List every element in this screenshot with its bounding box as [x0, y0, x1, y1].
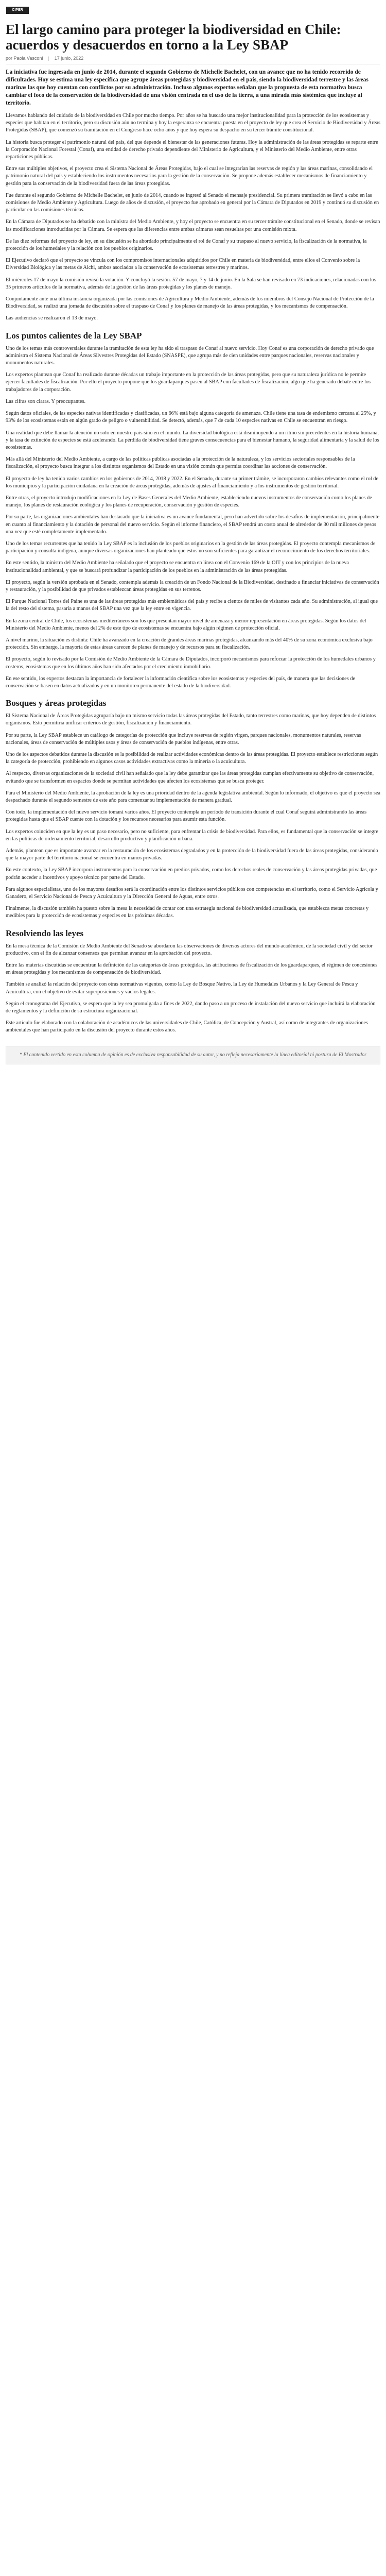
body-paragraph: Uno de los temas más controversiales durante la tramitación de esta ley ha sido el traspaso de Conaf al nuevo servicio. Hoy Conaf es una corporación de derecho privado que administra el Sistema Nacional de Áreas Silvestres Protegidas del Estado (SNASPE), que agrupa más de cien unidades entre parques nacionales, reservas nacionales y monumentos naturales. — [6, 345, 374, 366]
body-paragraph: El proyecto, según la versión aprobada en el Senado, contempla además la creación de un Fondo Nacional de la Biodiversidad, destinado a financiar iniciativas de conservación y restauración, y la posibilidad de que privados establezcan áreas protegidas en sus terrenos. — [6, 579, 379, 592]
body-paragraph: Uno de los temas recurrentes que ha tenido la Ley SBAP es la inclusión de los pueblos originarios en la gestión de las áreas protegidas. El proyecto contempla mecanismos de participación y consulta indígena, aunque diversas organizaciones han planteado que estos no son suficientes para garantizar el reconocimiento de los derechos territoriales. — [6, 540, 376, 554]
body-paragraph: Según el cronograma del Ejecutivo, se espera que la ley sea promulgada a fines de 2022, dando paso a un proceso de instalación del nuevo servicio que incluirá la elaboración de reglamentos y la definición de su estructura organizacional. — [6, 1001, 376, 1014]
body-paragraph: Entre las materias discutidas se encuentran la definición de las categorías de áreas protegidas, las atribuciones de fiscalización de los guardaparques, el régimen de concesiones en áreas protegidas y los mecanismos de compensación de biodiversidad. — [6, 962, 378, 976]
body-paragraph: El miércoles 17 de mayo la comisión revisó la votación. Y concluyó la sesión. 57 de mayo, 7 y 14 de junio. En la Sala se han revisado en 73 indicaciones, relacionadas con los 35 primeros artículos de la normativa, además de la gestión de las áreas protegidas y los planes de manejo. — [6, 277, 376, 290]
body-paragraph: Más allá del Ministerio del Medio Ambiente, a cargo de las políticas públicas asociadas a la protección de la naturaleza, y los servicios sectoriales responsables de la fiscalización, el proyecto busca integrar a los distintos organismos del Estado en una visión común que permita coordinar las acciones de conservación. — [6, 456, 355, 470]
page — [0, 0, 386, 1085]
meta-separator: | — [48, 56, 49, 61]
body-paragraph: Además, plantean que es importante avanzar en la restauración de los ecosistemas degradados y en la protección de la biodiversidad fuera de las áreas protegidas, considerando que la mayor parte del territorio nacional se encuentra en manos privadas. — [6, 848, 378, 861]
body-paragraph: Según datos oficiales, de las especies nativas identificadas y clasificadas, un 66% está bajo alguna categoría de amenaza. Chile tiene una tasa de endemismo cercana al 25%, y 93% de los ecosistemas están en algún grado de peligro o vulnerabilidad. Se detectó, además, que 7 de cada 10 especies nativas en Chile se encuentran en riesgo. — [6, 411, 376, 424]
body-paragraph: En la zona central de Chile, los ecosistemas mediterráneos son los que presentan mayor nivel de amenaza y menor representación en áreas protegidas. Según los datos del Ministerio del Medio Ambiente, menos del 2% de este tipo de ecosistemas se encuentra bajo algún régimen de protección oficial. — [6, 618, 366, 631]
site-header — [0, 0, 386, 21]
body-paragraph: En este sentido, la ministra del Medio Ambiente ha señalado que el proyecto se encuentra en línea con el Convenio 169 de la OIT y con los principios de la nueva institucionalidad ambiental, y que se buscará profundizar la participación de los pueblos en la administración de las áreas protegidas. — [6, 560, 349, 573]
body-paragraph: El proyecto, según lo revisado por la Comisión de Medio Ambiente de la Cámara de Diputados, incorporó mecanismos para reforzar la protección de los humedales urbanos y costeros, ecosistemas que en los últimos años han sido afectados por el crecimiento inmobiliario. — [6, 656, 376, 670]
body-paragraph: Uno de los aspectos debatidos durante la discusión es la posibilidad de realizar actividades económicas dentro de las áreas protegidas. El proyecto establece restricciones según la categoría de protección, prohibiendo en algunos casos actividades extractivas como la minería o la acuicultura. — [6, 752, 378, 765]
site-logo[interactable]: CIPER — [6, 7, 29, 14]
body-paragraph: Los expertos plantean que Conaf ha realizado durante décadas un trabajo importante en la protección de las áreas protegidas, pero que su naturaleza jurídica no le permite ejercer facultades de fiscalización. Por ello el proyecto propone que los guardaparques pasen al SBAP con facultades de fiscalización, algo que ha generado debate entre los trabajadores de la corporación. — [6, 372, 371, 393]
body-paragraph: Llevamos hablando del cuidado de la biodiversidad en Chile por mucho tiempo. Por años se ha buscado una mejor institucionalidad para la protección de los ecosistemas y especies que habitan en el territorio, pero su discusión aún no termina y hoy la esperanza se encuentra puesta en el proyecto de ley que crea el Servicio de Biodiversidad y Áreas Protegidas (SBAP), que comenzó su tramitación en el Congreso hace ocho años y que hoy espera su despacho en su tercer trámite constitucional. — [6, 113, 380, 133]
article-title: El largo camino para proteger la biodiversidad en Chile: acuerdos y desacuerdos en torno a la Ley SBAP — [6, 22, 341, 53]
disclaimer-text: * El contenido vertido en esta columna de opinión es de exclusiva responsabilidad de su autor, y no refleja necesariamente la línea editorial ni postura de El Mostrador — [19, 1052, 367, 1058]
body-paragraph: Para algunos especialistas, uno de los mayores desafíos será la coordinación entre los distintos servicios públicos con competencias en el territorio, como el Servicio Agrícola y Ganadero, el Servicio Nacional de Pesca y Acuicultura y la Dirección General de Aguas, entre otros. — [6, 886, 378, 900]
body-paragraph: En este contexto, la Ley SBAP incorpora instrumentos para la conservación en predios privados, como los derechos reales de conservación y las áreas protegidas privadas, que podrán acceder a incentivos y apoyo técnico por parte del Estado. — [6, 867, 377, 880]
body-paragraph: La historia busca proteger el patrimonio natural del país, del que depende el bienestar de las generaciones futuras. Hoy la administración de las áreas protegidas se reparte entre la Corporación Nacional Forestal (Conaf), una entidad de derecho privado dependiente del Ministerio de Agricultura, y el Ministerio del Medio Ambiente, entre otras reparticiones públicas. — [6, 139, 378, 160]
body-paragraph: A nivel marino, la situación es distinta: Chile ha avanzado en la creación de grandes áreas marinas protegidas, alcanzando más del 40% de su zona económica exclusiva bajo protección. Sin embargo, la mayoría de estas áreas carecen de planes de manejo y de recursos para su fiscalización. — [6, 637, 373, 651]
body-paragraph: Las cifras son claras. Y preocupantes. — [6, 398, 86, 404]
body-paragraph: El Parque Nacional Torres del Paine es una de las áreas protegidas más emblemáticas del país y recibe a cientos de miles de visitantes cada año. Su administración, al igual que la del resto del sistema, pasaría a manos del SBAP una vez que la ley entre en vigencia. — [6, 599, 378, 612]
body-paragraph: Para el Ministerio del Medio Ambiente, la aprobación de la ley es una prioridad dentro de la agenda legislativa ambiental. Según lo informado, el objetivo es que el proyecto sea despachado durante el segundo semestre de este año para comenzar su implementación de manera gradual. — [6, 790, 380, 804]
section-1-paragraphs — [6, 345, 380, 690]
body-paragraph: Por su parte, la Ley SBAP establece un catálogo de categorías de protección que incluye reservas de región virgen, parques nacionales, monumentos naturales, reservas nacionales, áreas de conservación de múltiples usos y áreas de conservación de pueblos indígenas, entre otras. — [6, 732, 361, 745]
intro-paragraphs — [6, 112, 380, 323]
body-paragraph: Conjuntamente ante una última instancia organizada por las comisiones de Agricultura y Medio Ambiente, además de los miembros del Consejo Nacional de Protección de la Biodiversidad, se realizó una jornada de discusión sobre el traspaso de Conaf y los planes de manejo de las áreas protegidas, y los mecanismos de compensación. — [6, 296, 374, 310]
body-paragraph: En la mesa técnica de la Comisión de Medio Ambiente del Senado se abordaron las observaciones de diversos actores del mundo académico, de la sociedad civil y del sector productivo, con el fin de alcanzar consensos que permitan avanzar en la aprobación del proyecto. — [6, 943, 373, 956]
article-lead: La iniciativa fue ingresada en junio de 2014, durante el segundo Gobierno de Michelle Bachelet, con un avance que no ha tenido recorrido de dificultades. Hoy se estima una ley específica que agrupe áreas protegidas y biodiversidad en el país, siendo la biodiversidad terrestre y las áreas marinas las que hoy cuentan con conflictos por su administración. Incluso algunos expertos señalan que la propuesta de esta normativa busca cambiar el foco de la conservación de la biodiversidad de una visión centrada en el uso de la tierra, a una mirada más sistémica que incluye al territorio. — [6, 69, 369, 106]
section-3-paragraphs — [6, 943, 380, 1035]
section-1-heading: Los puntos calientes de la Ley SBAP — [6, 330, 142, 341]
body-paragraph: Este artículo fue elaborado con la colaboración de académicos de las universidades de Chile, Católica, de Concepción y Austral, así como de integrantes de organizaciones ambientales que han participado en la discusión del proyecto durante estos años. — [6, 1020, 369, 1033]
body-paragraph: También se analizó la relación del proyecto con otras normativas vigentes, como la Ley de Bosque Nativo, la Ley de Humedales Urbanos y la Ley General de Pesca y Acuicultura, con el objetivo de evitar superposiciones y vacíos legales. — [6, 981, 358, 995]
article-author[interactable]: por Paola Vasconi — [6, 56, 43, 61]
bottom-spacer — [6, 1064, 380, 1085]
body-paragraph: En ese sentido, los expertos destacan la importancia de fortalecer la información científica sobre los ecosistemas y especies del país, de manera que las decisiones de conservación se basen en datos actualizados y en un monitoreo permanente del estado de la biodiversidad. — [6, 675, 356, 689]
body-paragraph: Con todo, la implementación del nuevo servicio tomará varios años. El proyecto contempla un período de transición durante el cual Conaf seguirá administrando las áreas protegidas hasta que el SBAP cuente con la dotación y los recursos necesarios para asumir esta función. — [6, 809, 367, 823]
body-paragraph: Las audiencias se realizaron el 13 de mayo. — [6, 315, 98, 321]
disclaimer-box — [6, 1046, 380, 1064]
article-meta — [6, 56, 380, 61]
section-2-paragraphs — [6, 713, 380, 920]
body-paragraph: Finalmente, la discusión también ha puesto sobre la mesa la necesidad de contar con una estrategia nacional de biodiversidad actualizada, que establezca metas concretas y medibles para la protección de ecosistemas y especies en las próximas décadas. — [6, 906, 369, 919]
body-paragraph: Una realidad que debe llamar la atención no solo en nuestro país sino en el mundo. La diversidad biológica está disminuyendo a un ritmo sin precedentes en la historia humana, y la tasa de extinción de especies se está acelerando. La pérdida de biodiversidad tiene graves consecuencias para el bienestar humano, la seguridad alimentaria y la salud de los ecosistemas. — [6, 430, 379, 450]
body-paragraph: Entre sus múltiples objetivos, el proyecto crea el Sistema Nacional de Áreas Protegidas, bajo el cual se integrarían las reservas de región y las áreas marinas, consolidando el patrimonio natural del país y estableciendo los instrumentos necesarios para la gestión de la conservación. Se propone además establecer mecanismos de financiamiento y gestión para la conservación de la biodiversidad fuera de las áreas protegidas. — [6, 166, 373, 187]
body-paragraph: De las diez reformas del proyecto de ley, en su discusión se ha abordado principalmente el rol de Conaf y su traspaso al nuevo servicio, la fiscalización de la normativa, la protección de los humedales y la relación con los pueblos originarios. — [6, 238, 367, 252]
article-date: 17 junio, 2022 — [54, 56, 84, 61]
body-paragraph: Los expertos coinciden en que la ley es un paso necesario, pero no suficiente, para enfrentar la crisis de biodiversidad. Para ellos, es fundamental que la conservación se integre en las políticas de ordenamiento territorial, desarrollo productivo y planificación urbana. — [6, 828, 378, 842]
body-paragraph: Al respecto, diversas organizaciones de la sociedad civil han señalado que la ley debe garantizar que las áreas protegidas cumplan efectivamente su objetivo de conservación, evitando que se transformen en espacios donde se permitan actividades que afecten los ecosistemas que se busca proteger. — [6, 771, 374, 784]
body-paragraph: En la Cámara de Diputados se ha debatido con la ministra del Medio Ambiente, y hoy el proyecto se encuentra en su tercer trámite constitucional en el Senado, donde se revisan las modificaciones introducidas por la Cámara. Se espera que las diferencias entre ambas cámaras sean resueltas por una comisión mixta. — [6, 219, 380, 232]
body-paragraph: Entre otras, el proyecto introdujo modificaciones en la Ley de Bases Generales del Medio Ambiente, estableciendo nuevos instrumentos de conservación como los planes de manejo, los planes de restauración ecológica y los planes de recuperación, conservación y gestión de especies. — [6, 495, 372, 509]
body-paragraph: El Ejecutivo declaró que el proyecto se vincula con los compromisos internacionales adquiridos por Chile en materia de biodiversidad, entre ellos el Convenio sobre la Diversidad Biológica y las metas de Aichi, ambos asociados a la conservación de ecosistemas terrestres y marinos. — [6, 258, 360, 271]
article — [0, 22, 386, 1085]
section-2-heading: Bosques y áreas protegidas — [6, 698, 107, 708]
body-paragraph: Fue durante el segundo Gobierno de Michelle Bachelet, en junio de 2014, cuando se ingresó al Senado el mensaje presidencial. Su primera tramitación se llevó a cabo en las comisiones de Medio Ambiente y Agricultura. Luego de años de discusión, el proyecto fue aprobado en general por la Cámara de Diputados en 2019 y continuó su discusión en particular en las comisiones técnicas. — [6, 192, 379, 213]
body-paragraph: Por su parte, las organizaciones ambientales han destacado que la iniciativa es un avance fundamental, pero han advertido sobre los desafíos de implementación, principalmente en cuanto al financiamiento y la dotación de personal del nuevo servicio. Según el informe financiero, el SBAP tendrá un costo anual de alrededor de 30 mil millones de pesos una vez que esté completamente implementado. — [6, 514, 380, 535]
section-3-heading: Resolviendo las leyes — [6, 928, 84, 938]
body-paragraph: El proyecto de ley ha tenido varios cambios en los gobiernos de 2014, 2018 y 2022. En el Senado, durante su primer trámite, se incorporaron cambios relevantes como el rol de los municipios y la participación ciudadana en la creación de áreas protegidas, además de ajustes al financiamiento y a los instrumentos de gestión territorial. — [6, 476, 379, 489]
body-paragraph: El Sistema Nacional de Áreas Protegidas agruparía bajo un mismo servicio todas las áreas protegidas del Estado, tanto terrestres como marinas, que hoy dependen de distintos organismos. Esto permitiría unificar criterios de gestión, fiscalización y financiamiento. — [6, 713, 376, 726]
